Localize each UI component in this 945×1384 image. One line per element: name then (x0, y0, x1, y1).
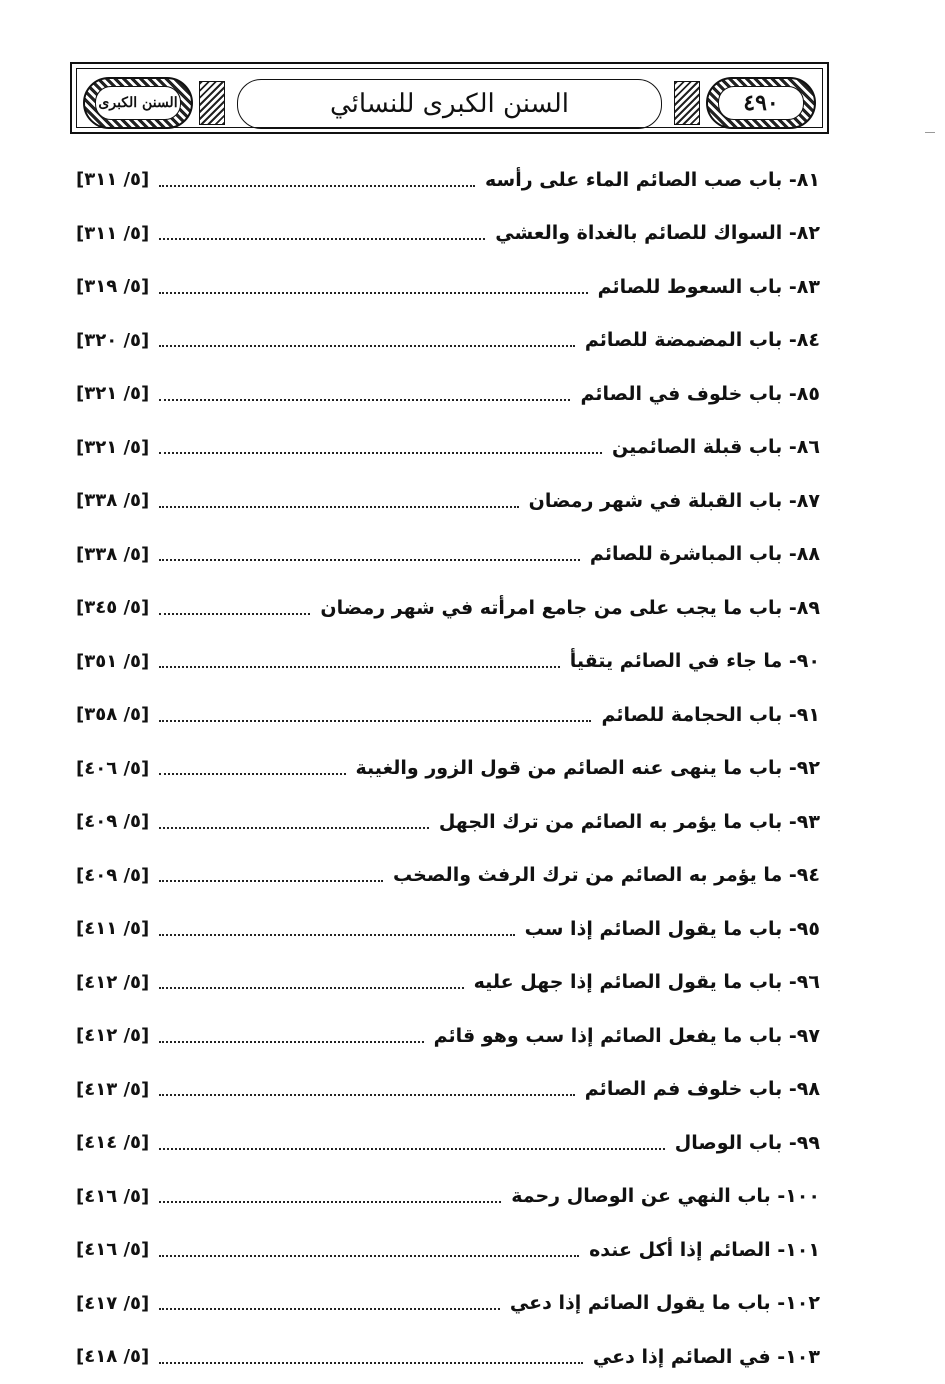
page-number-cartouche (706, 77, 816, 129)
dot-leader (159, 934, 514, 936)
page-number: ٤٩٠ (743, 90, 779, 116)
dot-leader (159, 1041, 423, 1043)
dot-leader (159, 399, 570, 401)
dot-leader (159, 1255, 579, 1257)
ornament-left (199, 81, 225, 125)
entry-reference: [٥/ ٣٣٨] (76, 490, 150, 512)
entry-title: ٩٠- ما جاء في الصائم يتقيأ (569, 650, 820, 673)
toc-entry[interactable] (76, 153, 820, 207)
ornament-right (674, 81, 700, 125)
entry-title: ٨٥- باب خلوف في الصائم (580, 382, 820, 405)
entry-reference: [٥/ ٤١٨] (76, 1346, 150, 1368)
toc-entry[interactable] (76, 956, 820, 1010)
entry-reference: [٥/ ٤١٢] (76, 1025, 150, 1047)
title-cartouche (237, 79, 662, 129)
book-seal (83, 77, 193, 129)
toc-entry[interactable] (76, 635, 820, 689)
toc-entry[interactable] (76, 314, 820, 368)
dot-leader (159, 987, 463, 989)
entry-title: ٩٧- باب ما يفعل الصائم إذا سب وهو قائم (433, 1024, 820, 1047)
entry-title: ١٠٣- في الصائم إذا دعي (592, 1345, 820, 1368)
entry-reference: [٥/ ٣٣٨] (76, 543, 150, 565)
entry-title: ٨٨- باب المباشرة للصائم (589, 543, 820, 566)
toc-entry[interactable] (76, 1330, 820, 1384)
entry-title: ٩٩- باب الوصال (674, 1131, 820, 1154)
entry-title: ٩٦- باب ما يقول الصائم إذا جهل عليه (473, 971, 820, 994)
toc-entry[interactable] (76, 260, 820, 314)
entry-reference: [٥/ ٣١١] (76, 222, 150, 244)
entry-title: ٩١- باب الحجامة للصائم (601, 703, 820, 726)
entry-reference: [٥/ ٤١٦] (76, 1239, 150, 1261)
header-frame (76, 68, 823, 128)
dot-leader (159, 238, 485, 240)
entry-title: ٨٩- باب ما يجب على من جامع امرأته في شهر رمضان (320, 596, 820, 619)
entry-reference: [٥/ ٣١٩] (76, 276, 150, 298)
entry-reference: [٥/ ٤١٦] (76, 1185, 150, 1207)
entry-reference: [٥/ ٤١٣] (76, 1078, 150, 1100)
dot-leader (159, 666, 559, 668)
toc-entry[interactable] (76, 1116, 820, 1170)
dot-leader (159, 1201, 501, 1203)
toc-entry[interactable] (76, 1063, 820, 1117)
toc-entry[interactable] (76, 1223, 820, 1277)
entry-reference: [٥/ ٤١١] (76, 918, 150, 940)
dot-leader (159, 345, 575, 347)
dot-leader (159, 1362, 583, 1364)
toc-entry[interactable] (76, 1170, 820, 1224)
dot-leader (159, 292, 587, 294)
entry-title: ٨٦- باب قبلة الصائمين (612, 436, 820, 459)
entry-reference: [٥/ ٣٥١] (76, 650, 150, 672)
toc-entry[interactable] (76, 902, 820, 956)
entry-reference: [٥/ ٣١١] (76, 169, 150, 191)
dot-leader (159, 506, 518, 508)
entry-reference: [٥/ ٣٢٠] (76, 329, 150, 351)
entry-reference: [٥/ ٣٢١] (76, 436, 150, 458)
entry-title: ١٠٠- باب النهي عن الوصال رحمة (511, 1185, 820, 1208)
toc-entry[interactable] (76, 742, 820, 796)
dot-leader (159, 773, 345, 775)
entry-title: ٩٥- باب ما يقول الصائم إذا سب (524, 917, 820, 940)
toc-entry[interactable] (76, 688, 820, 742)
page-header (70, 62, 829, 134)
seal-text: السنن الكبرى (95, 86, 181, 120)
entry-title: ٨٤- باب المضمضة للصائم (584, 329, 820, 352)
entry-title: ٨٢- السواك للصائم بالغداة والعشي (495, 222, 820, 245)
entry-reference: [٥/ ٤١٤] (76, 1132, 150, 1154)
book-title: السنن الكبرى للنسائي (330, 89, 569, 119)
entry-title: ١٠١- الصائم إذا أكل عنده (589, 1238, 820, 1261)
dot-leader (159, 559, 580, 561)
entry-title: ٩٣- باب ما يؤمر به الصائم من ترك الجهل (438, 810, 820, 833)
entry-title: ٨١- باب صب الصائم الماء على رأسه (485, 168, 820, 191)
entry-reference: [٥/ ٤١٧] (76, 1292, 150, 1314)
table-of-contents (76, 153, 820, 1384)
entry-reference: [٥/ ٤٠٩] (76, 864, 150, 886)
dot-leader (159, 1148, 665, 1150)
dot-leader (159, 720, 591, 722)
entry-reference: [٥/ ٣٢١] (76, 383, 150, 405)
toc-entry[interactable] (76, 367, 820, 421)
entry-title: ٩٨- باب خلوف فم الصائم (584, 1078, 820, 1101)
entry-title: ٨٣- باب السعوط للصائم (597, 275, 820, 298)
entry-reference: [٥/ ٤٠٩] (76, 811, 150, 833)
toc-entry[interactable] (76, 421, 820, 475)
toc-entry[interactable] (76, 207, 820, 261)
dot-leader (159, 880, 383, 882)
dot-leader (159, 1308, 500, 1310)
entry-title: ٩٢- باب ما ينهى عنه الصائم من قول الزور والغيبة (355, 757, 820, 780)
entry-reference: [٥/ ٣٥٨] (76, 704, 150, 726)
entry-title: ٩٤- ما يؤمر به الصائم من ترك الرفث والصخب (393, 864, 820, 887)
toc-entry[interactable] (76, 795, 820, 849)
margin-mark (925, 132, 935, 133)
entry-title: ١٠٢- باب ما يقول الصائم إذا دعي (509, 1292, 820, 1315)
dot-leader (159, 613, 310, 615)
toc-entry[interactable] (76, 849, 820, 903)
dot-leader (159, 452, 602, 454)
dot-leader (159, 827, 429, 829)
toc-entry[interactable] (76, 528, 820, 582)
entry-reference: [٥/ ٤٠٦] (76, 757, 150, 779)
entry-reference: [٥/ ٣٤٥] (76, 597, 150, 619)
toc-entry[interactable] (76, 1009, 820, 1063)
toc-entry[interactable] (76, 1277, 820, 1331)
dot-leader (159, 1094, 575, 1096)
toc-entry[interactable] (76, 581, 820, 635)
entry-reference: [٥/ ٤١٢] (76, 971, 150, 993)
toc-entry[interactable] (76, 474, 820, 528)
dot-leader (159, 185, 475, 187)
entry-title: ٨٧- باب القبلة في شهر رمضان (528, 489, 820, 512)
